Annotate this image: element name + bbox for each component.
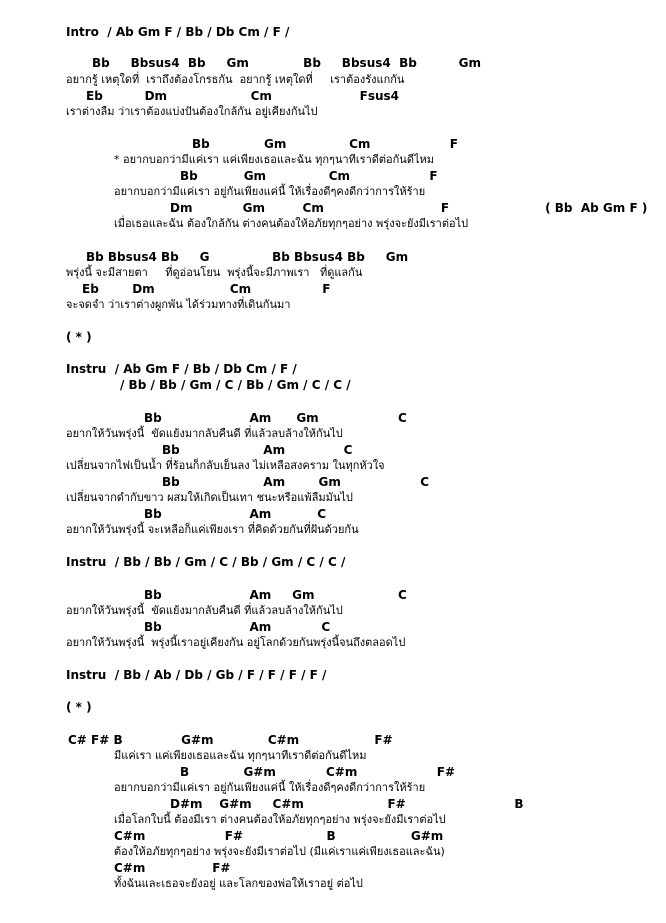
outro-lyric-line-5: ทั้งฉันและเธอจะยังอยู่ และโลกของพ่อให้เราอยู่ ต่อไป xyxy=(114,877,363,890)
outro-lyric-line-4: ต้องให้อภัยทุกๆอย่าง พรุ่งจะยังมีเราต่อไป (มีแค่เราแค่เพียงเธอและฉัน) xyxy=(114,845,445,858)
verse1-lyric-line-1: อยากรู้ เหตุใดที่ เราถึงต้องโกรธกัน อยากรู้ เหตุใดที่ เราต้องรังแกกัน xyxy=(66,73,405,86)
bridge-lyric-line-3: เปลี่ยนจากดำกับขาว ผสมให้เกิดเป็นเทา ชนะหรือแพ้ลืมมันไป xyxy=(66,491,353,504)
bridge-lyric-line-1: อยากให้วันพรุ่งนี้ ขัดแย้งมากลับคืนดี ที่แล้วลบล้างให้กันไป xyxy=(66,427,343,440)
verse2-lyric-line-1: พรุ่งนี้ จะมีสายตา ที่ดูอ่อนโยน พรุ่งนี้จะมีภาพเรา ที่ดูแลกัน xyxy=(66,266,363,279)
bridge2-chord-line-2: Bb Am C xyxy=(144,620,331,634)
bridge-lyric-line-4: อยากให้วันพรุ่งนี้ จะเหลือก็แค่เพียงเรา ที่คิดด้วยกันที่ฝันด้วยกัน xyxy=(66,523,359,536)
verse1-chord-line-2: Eb Dm Cm Fsus4 xyxy=(86,89,400,103)
outro-lyric-line-2: อยากบอกว่ามีแค่เรา อยู่กันเพียงแค่นี้ ให้เรื่องดีๆคงดีกว่าการให้ร้าย xyxy=(114,781,426,794)
outro-chord-line-2: B G#m C#m F# xyxy=(180,765,455,779)
outro-lyric-line-3: เมื่อโลกใบนี้ ต้องมีเรา ต่างคนต้องให้อภัยทุกๆอย่าง พรุ่งจะยังมีเราต่อไป xyxy=(114,813,446,826)
verse1-lyric-line-2: เราต่างลืม ว่าเราต้องแบ่งปันต้องใกล้กัน อยู่เคียงกันไป xyxy=(66,105,318,118)
bridge-chord-line-2: Bb Am C xyxy=(162,443,353,457)
bridge2-lyric-line-2: อยากให้วันพรุ่งนี้ พรุ่งนี้เราอยู่เคียงกัน อยู่โลกด้วยกันพรุ่งนี้จนถึงตลอดไป xyxy=(66,636,406,649)
instru-line-4: Instru / Bb / Ab / Db / Gb / F / F / F / F / xyxy=(66,668,327,682)
outro-chord-line-4: C#m F# B G#m xyxy=(114,829,444,843)
bridge-chord-line-1: Bb Am Gm C xyxy=(144,411,407,425)
outro-lyric-line-1: มีแค่เรา แค่เพียงเธอและฉัน ทุกๆนาทีเราดีต่อกันดีไหม xyxy=(114,749,367,762)
intro-line: Intro / Ab Gm F / Bb / Db Cm / F / xyxy=(66,25,290,39)
verse2-lyric-line-2: จะจดจำ ว่าเราต่างผูกพัน ได้ร่วมทางที่เดินกันมา xyxy=(66,298,291,311)
outro-chord-line-5: C#m F# xyxy=(114,861,231,875)
chorus-repeat-marker: ( * ) xyxy=(66,330,92,344)
chorus-lyric-line-3: เมื่อเธอและฉัน ต้องใกล้กัน ต่างคนต้องให้อภัยทุกๆอย่าง พรุ่งจะยังมีเราต่อไป xyxy=(114,217,469,230)
instru-line-1: Instru / Ab Gm F / Bb / Db Cm / F / xyxy=(66,362,297,376)
chorus-repeat-marker-2: ( * ) xyxy=(66,700,92,714)
bridge-chord-line-3: Bb Am Gm C xyxy=(162,475,430,489)
outro-chord-line-3: D#m G#m C#m F# B xyxy=(170,797,524,811)
instru-line-3: Instru / Bb / Bb / Gm / C / Bb / Gm / C / C / xyxy=(66,555,346,569)
chorus-chord-line-1: Bb Gm Cm F xyxy=(192,137,458,151)
bridge2-chord-line-1: Bb Am Gm C xyxy=(144,588,407,602)
chorus-lyric-line-2: อยากบอกว่ามีแค่เรา อยู่กันเพียงแค่นี้ ให้เรื่องดีๆคงดีกว่าการให้ร้าย xyxy=(114,185,426,198)
bridge-lyric-line-2: เปลี่ยนจากไฟเป็นน้ำ ที่ร้อนก็กลับเย็นลง ไม่เหลือสงคราม ในทุกหัวใจ xyxy=(66,459,385,472)
verse2-chord-line-1: Bb Bbsus4 Bb G Bb Bbsus4 Bb Gm xyxy=(86,250,409,264)
chorus-chord-line-2: Bb Gm Cm F xyxy=(180,169,438,183)
chorus-lyric-line-1: * อยากบอกว่ามีแค่เรา แค่เพียงเธอและฉัน ทุกๆนาทีเราดีต่อกันดีไหม xyxy=(114,153,434,166)
outro-chord-line-1: C# F# B G#m C#m F# xyxy=(68,733,393,747)
instru-line-2: / Bb / Bb / Gm / C / Bb / Gm / C / C / xyxy=(120,378,351,392)
bridge-chord-line-4: Bb Am C xyxy=(144,507,327,521)
bridge2-lyric-line-1: อยากให้วันพรุ่งนี้ ขัดแย้งมากลับคืนดี ที่แล้วลบล้างให้กันไป xyxy=(66,604,343,617)
verse2-chord-line-2: Eb Dm Cm F xyxy=(82,282,331,296)
verse1-chord-line-1: Bb Bbsus4 Bb Gm Bb Bbsus4 Bb Gm xyxy=(92,56,481,70)
chorus-chord-line-3: Dm Gm Cm F ( Bb Ab Gm F ) xyxy=(170,201,648,215)
